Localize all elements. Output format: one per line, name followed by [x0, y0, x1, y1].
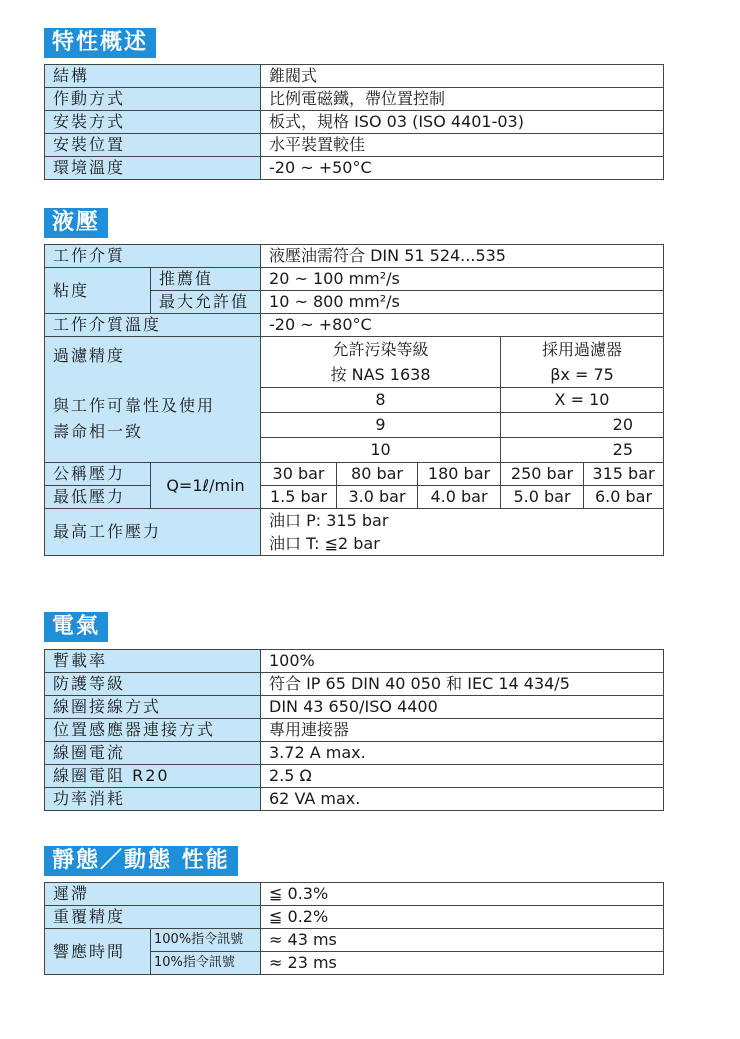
filter-x-value: 25 — [501, 438, 664, 463]
table-row — [45, 486, 664, 509]
row-value: 3.72 A max. — [261, 742, 664, 765]
table-row — [45, 111, 664, 134]
repeatability-value: ≦ 0.2% — [261, 906, 664, 929]
row-value: 100% — [261, 650, 664, 673]
row-label: 環境溫度 — [45, 157, 261, 180]
response-100-value: ≈ 43 ms — [261, 929, 664, 952]
pressure-value: 80 bar — [337, 463, 418, 486]
table-row — [45, 929, 664, 952]
medium-label: 工作介質 — [45, 245, 261, 268]
section-title-electrical: 電氣 — [44, 612, 108, 642]
table-row — [45, 268, 664, 291]
table-row — [45, 742, 664, 765]
hysteresis-value: ≦ 0.3% — [261, 883, 664, 906]
table-row — [45, 509, 664, 556]
flow-label: Q=1ℓ/min — [151, 463, 261, 509]
filter-x-value: X = 10 — [501, 388, 664, 413]
filter-note-1: 與工作可靠性及使用 — [53, 396, 216, 415]
row-value: 錐閥式 — [261, 65, 664, 88]
viscosity-rec-value: 20 ~ 100 mm²/s — [261, 268, 664, 291]
row-label: 線圈電阻 R20 — [45, 765, 261, 788]
table-row — [45, 157, 664, 180]
temp-label: 工作介質溫度 — [45, 314, 261, 337]
pressure-value: 3.0 bar — [337, 486, 418, 509]
viscosity-max-label: 最大允許值 — [151, 291, 261, 314]
row-value: 62 VA max. — [261, 788, 664, 811]
spacer — [53, 369, 252, 393]
filter-label: 過濾精度 — [53, 346, 126, 365]
pressure-value: 5.0 bar — [501, 486, 584, 509]
features-table — [44, 64, 664, 180]
row-label: 暫載率 — [45, 650, 261, 673]
max-pressure-label: 最高工作壓力 — [45, 509, 261, 556]
row-label: 結構 — [45, 65, 261, 88]
response-10-value: ≈ 23 ms — [261, 952, 664, 975]
table-row — [45, 88, 664, 111]
max-pressure-cell — [261, 509, 664, 556]
electrical-table — [44, 649, 664, 811]
filter-head-1: 採用過濾器 — [501, 337, 664, 363]
pressure-value: 250 bar — [501, 463, 584, 486]
row-label: 安裝方式 — [45, 111, 261, 134]
contam-head-1: 允許污染等級 — [261, 337, 501, 363]
table-row — [45, 65, 664, 88]
max-pressure-t: 油口 T: ≦2 bar — [269, 534, 380, 553]
table-row — [45, 245, 664, 268]
medium-value: 液壓油需符合 DIN 51 524...535 — [261, 245, 664, 268]
table-row — [45, 788, 664, 811]
hysteresis-label: 遲滯 — [45, 883, 261, 906]
row-value: 2.5 Ω — [261, 765, 664, 788]
filter-label-cell — [45, 337, 261, 463]
table-row — [45, 314, 664, 337]
pressure-value: 4.0 bar — [418, 486, 501, 509]
row-value: 比例電磁鐵，帶位置控制 — [261, 88, 664, 111]
response-time-label: 響應時間 — [45, 929, 151, 975]
nas-value: 10 — [261, 438, 501, 463]
performance-table — [44, 882, 664, 975]
nas-value: 9 — [261, 413, 501, 438]
viscosity-label: 粘度 — [45, 268, 151, 314]
table-row — [45, 650, 664, 673]
table-row — [45, 673, 664, 696]
row-value: -20 ~ +50°C — [261, 157, 664, 180]
row-label: 線圈接線方式 — [45, 696, 261, 719]
filter-head-2: βx = 75 — [501, 362, 664, 388]
table-row — [45, 696, 664, 719]
filter-note-2: 壽命相一致 — [53, 422, 144, 441]
row-label: 安裝位置 — [45, 134, 261, 157]
row-label: 作動方式 — [45, 88, 261, 111]
pressure-value: 6.0 bar — [584, 486, 664, 509]
section-title-hydraulic: 液壓 — [44, 208, 108, 238]
table-row — [45, 719, 664, 742]
row-value: 水平裝置較佳 — [261, 134, 664, 157]
row-label: 線圈電流 — [45, 742, 261, 765]
row-value: 專用連接器 — [261, 719, 664, 742]
row-label: 防護等級 — [45, 673, 261, 696]
section-title-performance: 靜態／動態 性能 — [44, 846, 238, 876]
row-label: 功率消耗 — [45, 788, 261, 811]
nominal-pressure-label: 公稱壓力 — [45, 463, 151, 486]
table-row — [45, 883, 664, 906]
temp-value: -20 ~ +80°C — [261, 314, 664, 337]
viscosity-rec-label: 推薦值 — [151, 268, 261, 291]
viscosity-max-value: 10 ~ 800 mm²/s — [261, 291, 664, 314]
hydraulic-table — [44, 244, 664, 556]
pressure-value: 1.5 bar — [261, 486, 337, 509]
row-value: DIN 43 650/ISO 4400 — [261, 696, 664, 719]
row-label: 位置感應器連接方式 — [45, 719, 261, 742]
table-row — [45, 337, 664, 363]
filter-x-value: 20 — [501, 413, 664, 438]
min-pressure-label: 最低壓力 — [45, 486, 151, 509]
response-10-label: 10%指令訊號 — [151, 952, 261, 975]
table-row — [45, 463, 664, 486]
table-row — [45, 906, 664, 929]
repeatability-label: 重覆精度 — [45, 906, 261, 929]
table-row — [45, 134, 664, 157]
pressure-value: 315 bar — [584, 463, 664, 486]
pressure-value: 30 bar — [261, 463, 337, 486]
max-pressure-p: 油口 P: 315 bar — [269, 511, 389, 530]
response-100-label: 100%指令訊號 — [151, 929, 261, 952]
contam-head-2: 按 NAS 1638 — [261, 362, 501, 388]
nas-value: 8 — [261, 388, 501, 413]
row-value: 板式，規格 ISO 03 (ISO 4401-03) — [261, 111, 664, 134]
row-value: 符合 IP 65 DIN 40 050 和 IEC 14 434/5 — [261, 673, 664, 696]
table-row — [45, 765, 664, 788]
pressure-value: 180 bar — [418, 463, 501, 486]
section-title-features: 特性概述 — [44, 28, 156, 58]
